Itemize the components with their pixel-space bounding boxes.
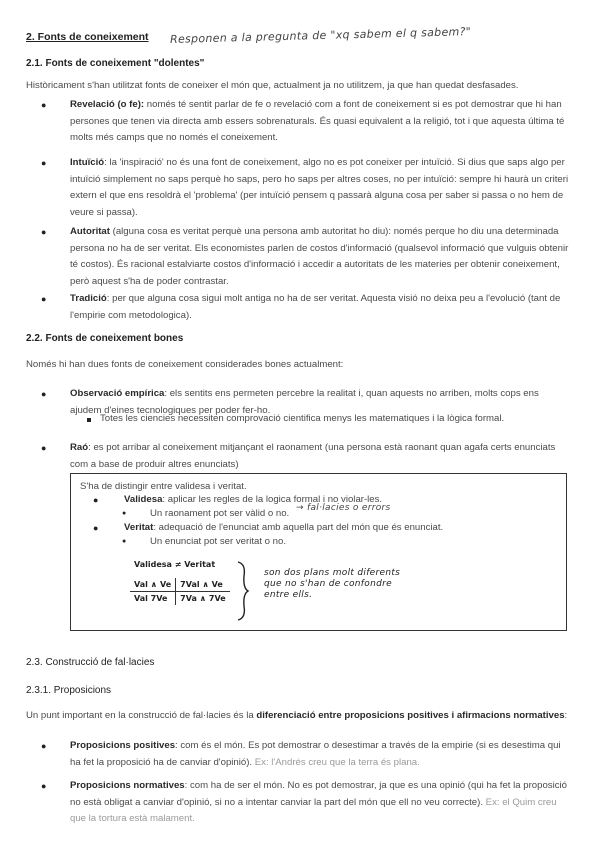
bullet-icon: ● <box>41 443 47 453</box>
box-item-term: Validesa <box>124 494 163 505</box>
list-item-term: Proposicions normatives <box>70 780 185 791</box>
list-item-rao <box>70 440 570 473</box>
list-item-revelacio <box>70 97 570 147</box>
list-item-term: Tradició <box>70 293 107 304</box>
list-item-term: Raó <box>70 442 89 453</box>
list-item-term: Observació empírica <box>70 388 165 399</box>
box-item-text: : aplicar les regles de la logica formal i no violar-les. <box>162 494 383 505</box>
section-heading: 2. Fonts de coneixement <box>26 31 149 43</box>
bullet-icon: ● <box>41 781 47 791</box>
list-item-term: Autoritat <box>70 226 110 237</box>
list-item-text: : es pot arribar al coneixement mitjançant el raonament (una persona està raonant quan agafa certs enunciats com a base de produir altres enunciats) <box>70 442 556 470</box>
list-item-normatives <box>70 778 570 828</box>
handwritten-line: que no s'han de confondre <box>264 579 392 589</box>
box-item-text: : adequació de l'enunciat amb aquella part del món que és enunciat. <box>153 522 444 533</box>
bullet-icon: ● <box>93 523 99 533</box>
handwritten-arrow-note: → fal·lacies o errors <box>296 503 391 513</box>
box-subitem-veritat: Un enunciat pot ser veritat o no. <box>150 536 286 547</box>
list-item-positives <box>70 738 570 771</box>
bullet-icon: ● <box>41 294 47 304</box>
table-cell: 7Val ∧ Ve <box>176 578 230 592</box>
handwritten-truth-table <box>130 578 230 605</box>
bullet-icon: ● <box>41 227 47 237</box>
handwritten-line: entre ells. <box>264 590 313 600</box>
bullet-icon: ● <box>122 510 127 517</box>
subsection-title-2-3: 2.3. Construcció de fal·lacies <box>26 657 155 668</box>
intro-emphasis: diferenciació entre proposicions positives i afirmacions normatives <box>256 710 565 721</box>
subsection-intro-2-1: Històricament s'han utilitzat fonts de coneixer el món que, actualment ja no utilitzem, ja que han quedat desfasades. <box>26 80 519 91</box>
list-subitem-observacio: Totes les ciencies necessiten comprovació cientifica menys les matematiques i la lògica formal. <box>100 413 505 424</box>
bullet-icon: ● <box>41 158 47 168</box>
bullet-icon: ● <box>122 538 127 545</box>
list-item-autoritat <box>70 224 570 290</box>
subsection-intro-2-3 <box>26 708 586 725</box>
handwritten-line: son dos plans molt diferents <box>264 568 401 578</box>
list-item-text: : per que alguna cosa sigui molt antiga no ha de ser veritat. Aquesta visió no deixa peu a l'evolució (tant de l'empirie com metodologica). <box>70 293 561 321</box>
subsection-title-2-3-1: 2.3.1. Proposicions <box>26 685 112 696</box>
list-item-intuicio <box>70 155 570 221</box>
list-item-example: Ex: l'Andrés creu que la terra és plana. <box>254 756 420 768</box>
list-item-term: Proposicions positives <box>70 740 176 751</box>
intro-text: : <box>564 710 568 721</box>
list-item-text: : com és el món. Es pot demostrar o desestimar a través de la empirie (si es desestima qui ha fet la proposició ha de canviar d'opinió). <box>70 740 561 768</box>
table-cell: Val 7Ve <box>130 592 176 606</box>
list-item-text: (alguna cosa es veritat perquè una persona amb autoritat ho diu): només perque ho diu una determinada persona no ha de ser veritat. Els economistes parlen de costos d'informació (qualsevol informació que vulguis obtenir té costos). És racional estalviarte costos d'informació i accedir a autoritats de les materies per obtenir coneixement, però aquest s'ha de poder contrastar. <box>70 226 569 287</box>
box-item-term: Veritat <box>124 522 154 533</box>
box-subitem-validesa: Un raonament pot ser vàlid o no. <box>150 508 290 519</box>
table-cell: Val ∧ Ve <box>130 578 176 592</box>
bullet-icon: ● <box>41 100 47 110</box>
handwritten-brace-note <box>264 568 400 601</box>
handwritten-note: Responen a la pregunta de "xq sabem el q sabem?" <box>169 25 472 46</box>
list-item-term: Revelació (o fe): <box>70 99 145 110</box>
subsection-title-2-1: 2.1. Fonts de coneixement "dolentes" <box>26 58 205 69</box>
table-row <box>130 592 230 606</box>
table-cell: 7Va ∧ 7Ve <box>180 594 226 603</box>
bullet-icon: ● <box>93 495 99 505</box>
handwritten-table-title: Validesa ≠ Veritat <box>134 560 216 569</box>
subsection-title-2-2: 2.2. Fonts de coneixement bones <box>26 333 184 344</box>
list-item-term: Intuïció <box>70 157 105 168</box>
list-item-text: : la 'inspiració' no és una font de coneixement, algo no es pot coneixer per intuïció. Si dius que saps algo per intuïció simplement no saps perquè ho saps, pero ho saps per altres coses, no per intuïció: sempre hi haurà un criteri extern el que ens resoldrà el 'problema' (per intuïció pensem q passarà alguna cosa per saber si passa o no hem de veure si passa). <box>70 157 569 218</box>
subsection-intro-2-2: Només hi han dues fonts de coneixement considerades bones actualment: <box>26 359 344 370</box>
box-intro: S'ha de distingir entre validesa i veritat. <box>80 481 247 492</box>
list-item-tradicio <box>70 291 570 324</box>
intro-text: Un punt important en la construcció de fal·lacies és la <box>26 710 257 721</box>
list-item-text: : com ha de ser el món. No es pot demostrar, ja que es una opinió (qui ha fet la proposició no està obligat a canviar d'opinió, si no a intentar canviar la part del món que ell no veu correcte). <box>70 780 567 808</box>
handwritten-brace <box>234 560 252 622</box>
list-item-example: Ex: el Quim creu que la tortura està malament. <box>70 796 557 824</box>
bullet-icon: ● <box>41 389 47 399</box>
square-bullet-icon <box>87 418 91 422</box>
bullet-icon: ● <box>41 741 47 751</box>
table-row <box>130 578 230 592</box>
list-item-text: només té sentit parlar de fe o revelació com a font de coneixement si es pot demostrar que hi han persones que tenen via directa amb essers sobrenaturals. És quasi equivalent a la religió, tot i que aquesta última té molts més camps que no només el coneixement. <box>70 99 565 143</box>
list-item-text: : els sentits ens permeten percebre la realitat i, quan aquests no arriben, molts cops ens ajudem d'eines tecnologiques per poder fer-ho. <box>70 388 539 416</box>
